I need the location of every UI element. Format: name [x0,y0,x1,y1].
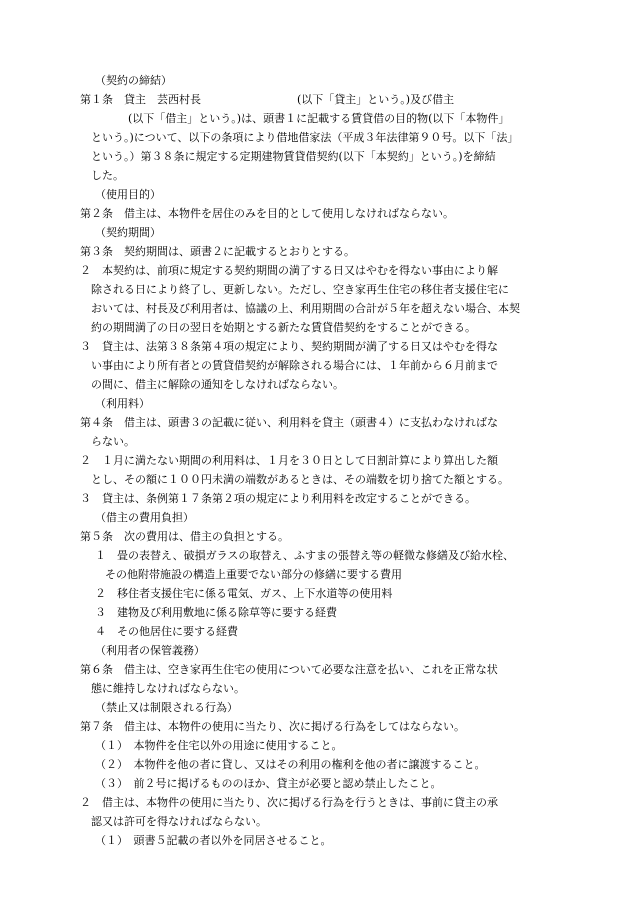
article-3-line-1: 第３条 契約期間は、頭書２に記載するとおりとする。 [80,245,355,258]
article-5-item-3: ３ 建物及び利用敷地に係る除草等に要する経費 [95,606,337,619]
article-1-line-1 [0,90,630,109]
article-7-para-2-item-1: （１） 頭書５記載の者以外を同居させること。 [95,834,332,847]
article-3-para-3-line-2: い事由により所有者との賃貸借契約が解除される場合には、１年前から６月前まで [91,359,498,372]
article-3-para-2-line-3: おいては、村長及び利用者は、協議の上、利用期間の合計が５年を超えない場合、本契 [91,302,520,315]
heading-usage-fee: （利用料） [95,397,150,410]
article-7-item-2: （２） 本物件を他の者に貸し、又はその利用の権利を他の者に譲渡すること。 [95,758,486,771]
article-5-item-4: ４ その他居住に要する経費 [95,625,238,638]
article-6-line-1: 第６条 借主は、空き家再生住宅の使用について必要な注意を払い、これを正常な状 [80,663,498,676]
article-3-para-2-line-2: 除される日により終了し、更新しない。ただし、空き家再生住宅の移住者支援住宅に [91,283,509,296]
article-7-para-2-line-1: ２ 借主は、本物件の使用に当たり、次に掲げる行為を行うときは、事前に貸主の承 [80,796,498,809]
article-2-line-1: 第２条 借主は、本物件を居住のみを目的として使用しなければならない。 [80,207,454,220]
article-4-para-2-line-2: とし、その額に１００円未満の端数があるときは、その端数を切り捨てた額とする。 [91,473,509,486]
article-1-line-3: という。)について、以下の条項により借地借家法（平成３年法律第９０号。以下「法」 [91,131,519,144]
article-7-item-1: （１） 本物件を住宅以外の用途に使用すること。 [95,739,343,752]
article-3-para-3-line-1: ３ 貸主は、法第３８条第４項の規定により、契約期間が満了する日又はやむを得な [80,340,498,353]
contract-document [0,71,630,850]
article-4-line-1: 第４条 借主は、頭書３の記載に従い、利用料を貸主（頭書４）に支払わなければな [80,416,498,429]
article-3-para-2-line-4: 約の期間満了の日の翌日を始期とする新たな賃貸借契約をすることができる。 [91,321,476,334]
article-4-para-2-line-1: ２ １月に満たない期間の利用料は、１月を３０日として日割計算により算出した額 [80,454,498,467]
heading-prohibited-acts: （禁止又は制限される行為） [95,701,238,714]
heading-custody-duty: （利用者の保管義務） [95,644,205,657]
article-1-line-2: (以下「借主」という。)は、頭書１に記載する賃貸借の目的物(以下「本物件」 [128,112,510,125]
heading-purpose: （使用目的） [95,188,161,201]
heading-contract-conclusion: （契約の締結） [95,74,172,87]
article-6-line-2: 態に維持しなければならない。 [91,682,245,695]
article-5-line-1: 第５条 次の費用は、借主の負担とする。 [80,530,289,543]
article-4-para-3-line-1: ３ 貸主は、条例第１７条第２項の規定により利用料を改定することができる。 [80,492,476,505]
article-1-line-5: した。 [91,169,124,182]
article-5-item-2: ２ 移住者支援住宅に係る電気、ガス、上下水道等の使用料 [95,587,393,600]
article-1-line-4: という。）第３８条に規定する定期建物賃貸借契約(以下「本契約」という。)を締結 [91,150,496,163]
article-7-item-3: （３） 前２号に掲げるもののほか、貸主が必要と認め禁止したこと。 [95,777,442,790]
article-4-line-2: らない。 [91,435,135,448]
article-1-line-1b: (以下「貸主」という。)及び借主 [297,93,455,106]
article-1-line-1a: 第１条 貸主 芸西村長 [80,93,201,106]
article-7-line-1: 第７条 借主は、本物件の使用に当たり、次に掲げる行為をしてはならない。 [80,720,465,733]
article-7-para-2-line-2: 認又は許可を得なければならない。 [91,815,267,828]
heading-contract-period: （契約期間） [95,226,161,239]
article-3-para-3-line-3: の間に、借主に解除の通知をしなければならない。 [91,378,344,391]
article-5-item-1-line-1: １ 畳の表替え、破損ガラスの取替え、ふすまの張替え等の軽微な修繕及び給水栓、 [95,549,514,562]
heading-tenant-costs: （借主の費用負担） [95,511,194,524]
article-5-item-1-line-2: その他附帯施設の構造上重要でない部分の修繕に要する費用 [105,568,402,581]
article-3-para-2-line-1: ２ 本契約は、前項に規定する契約期間の満了する日又はやむを得ない事由により解 [80,264,498,277]
